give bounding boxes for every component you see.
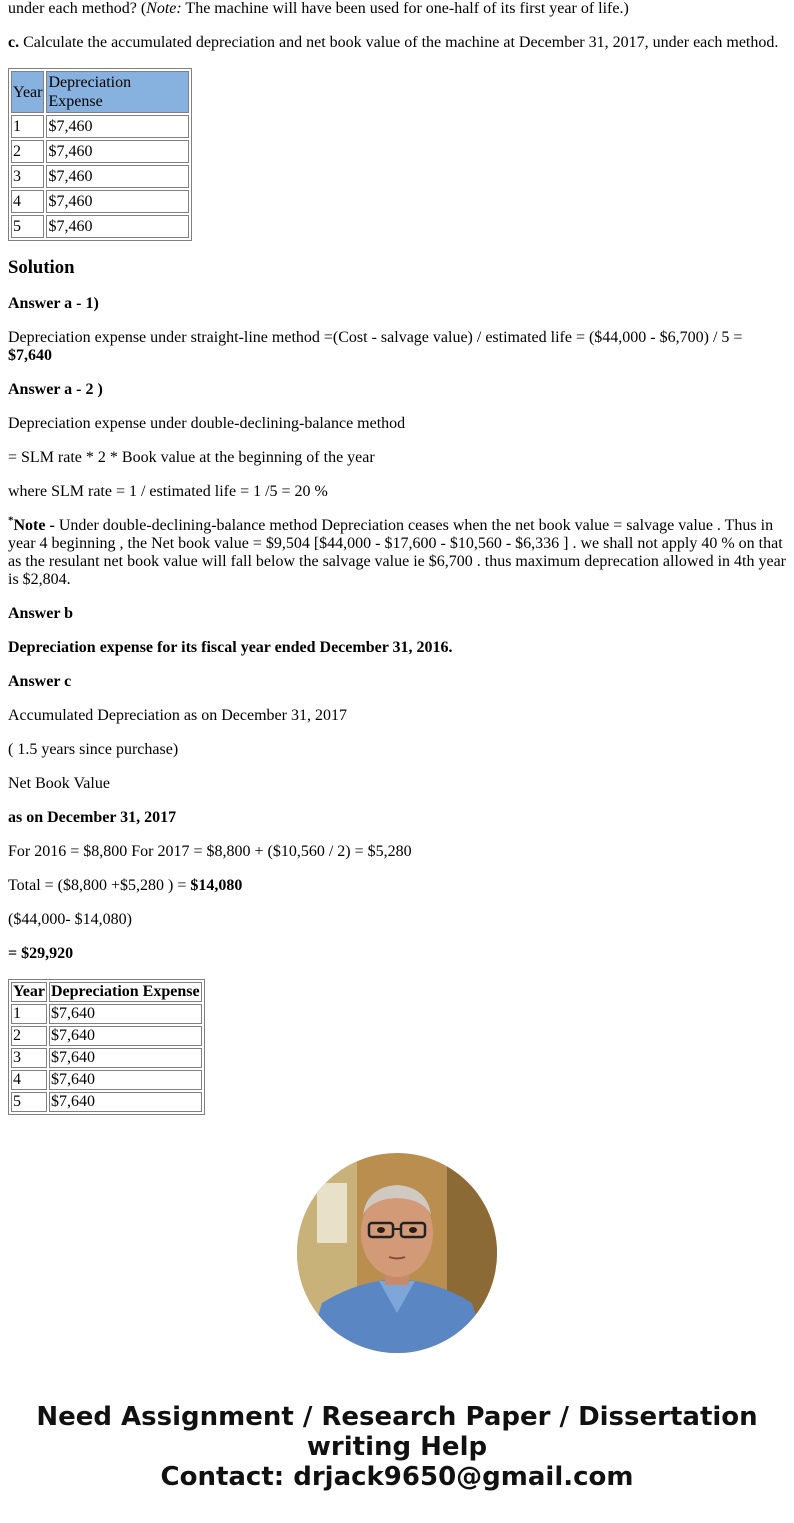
answer-c-nbv-value: = $29,920 (8, 945, 74, 962)
document-body (8, 0, 786, 1131)
table-row: 1 $7,460 (11, 115, 189, 138)
table-row: 5 $7,640 (11, 1092, 202, 1112)
author-avatar (297, 1153, 497, 1353)
footer-contact: Contact: drjack9650@gmail.com (160, 1462, 634, 1492)
table-header-row (11, 982, 202, 1002)
answer-b-heading: Answer b (8, 605, 74, 622)
answer-a1-heading: Answer a - 1) (8, 295, 99, 312)
answer-c-line5: For 2016 = $8,800 For 2017 = $8,800 + ($10,560 / 2) = $5,280 (8, 843, 412, 860)
table-header-row (11, 71, 189, 113)
answer-a2-line2: = SLM rate * 2 * Book value at the beginning of the year (8, 449, 375, 466)
table-row: 4 $7,640 (11, 1070, 202, 1090)
header-depreciation-expense: Depreciation Expense (50, 983, 200, 1000)
depreciation-table-2 (8, 979, 205, 1115)
footer-line2: writing Help (306, 1432, 488, 1462)
question-b: under each method? (Note: The machine will have been used for one-half of its first year of life.) (8, 0, 629, 17)
answer-c-line3: Net Book Value (8, 775, 110, 792)
header-year: Year (13, 983, 45, 1000)
answer-b-line: Depreciation expense for its fiscal year ended December 31, 2016. (8, 639, 453, 656)
header-depreciation-expense: Depreciation Expense (46, 71, 189, 113)
answer-c-total: Total = ($8,800 +$5,280 ) = $14,080 (8, 877, 243, 894)
note-paragraph: *Note - Under double-declining-balance method Depreciation ceases when the net book value = salvage value . Thus in year 4 beginning , the Net book value = $9,504 [$44,000 - $17,600 - $10,560 - $6,336 ] . we shall not apply 40 % on that as the resulant net book value will fall below the salvage value ie $6,700 . thus maximum deprecation allowed in 4th year is $2,804. (8, 514, 786, 588)
footer-line1: Need Assignment / Research Paper / Dissertation (36, 1402, 758, 1432)
answer-c-line1: Accumulated Depreciation as on December 31, 2017 (8, 707, 347, 724)
answer-c-nbv-calc: ($44,000- $14,080) (8, 911, 132, 928)
table-row: 3 $7,460 (11, 165, 189, 188)
depreciation-table-1 (8, 68, 192, 241)
answer-a2-line1: Depreciation expense under double-declining-balance method (8, 415, 406, 432)
solution-heading: Solution (8, 257, 75, 278)
answer-a2-line3: where SLM rate = 1 / estimated life = 1 /5 = 20 % (8, 483, 328, 500)
footer-banner (0, 1402, 794, 1492)
answer-c-heading: Answer c (8, 673, 72, 690)
table-row: 3 $7,640 (11, 1048, 202, 1068)
table-row: 2 $7,640 (11, 1026, 202, 1046)
table-row: 5 $7,460 (11, 215, 189, 238)
answer-a1-text: Depreciation expense under straight-line method =(Cost - salvage value) / estimated life = ($44,000 - $6,700) / 5 = $7,640 (8, 329, 743, 364)
table-row: 2 $7,460 (11, 140, 189, 163)
answer-c-line4: as on December 31, 2017 (8, 809, 177, 826)
question-c: c. Calculate the accumulated depreciation and net book value of the machine at December 31, 2017, under each method. (8, 34, 779, 51)
answer-a2-heading: Answer a - 2 ) (8, 381, 103, 398)
author-photo (297, 1153, 497, 1353)
answer-c-line2: ( 1.5 years since purchase) (8, 741, 179, 758)
table-row: 1 $7,640 (11, 1004, 202, 1024)
header-year: Year (11, 71, 44, 113)
table-row: 4 $7,460 (11, 190, 189, 213)
